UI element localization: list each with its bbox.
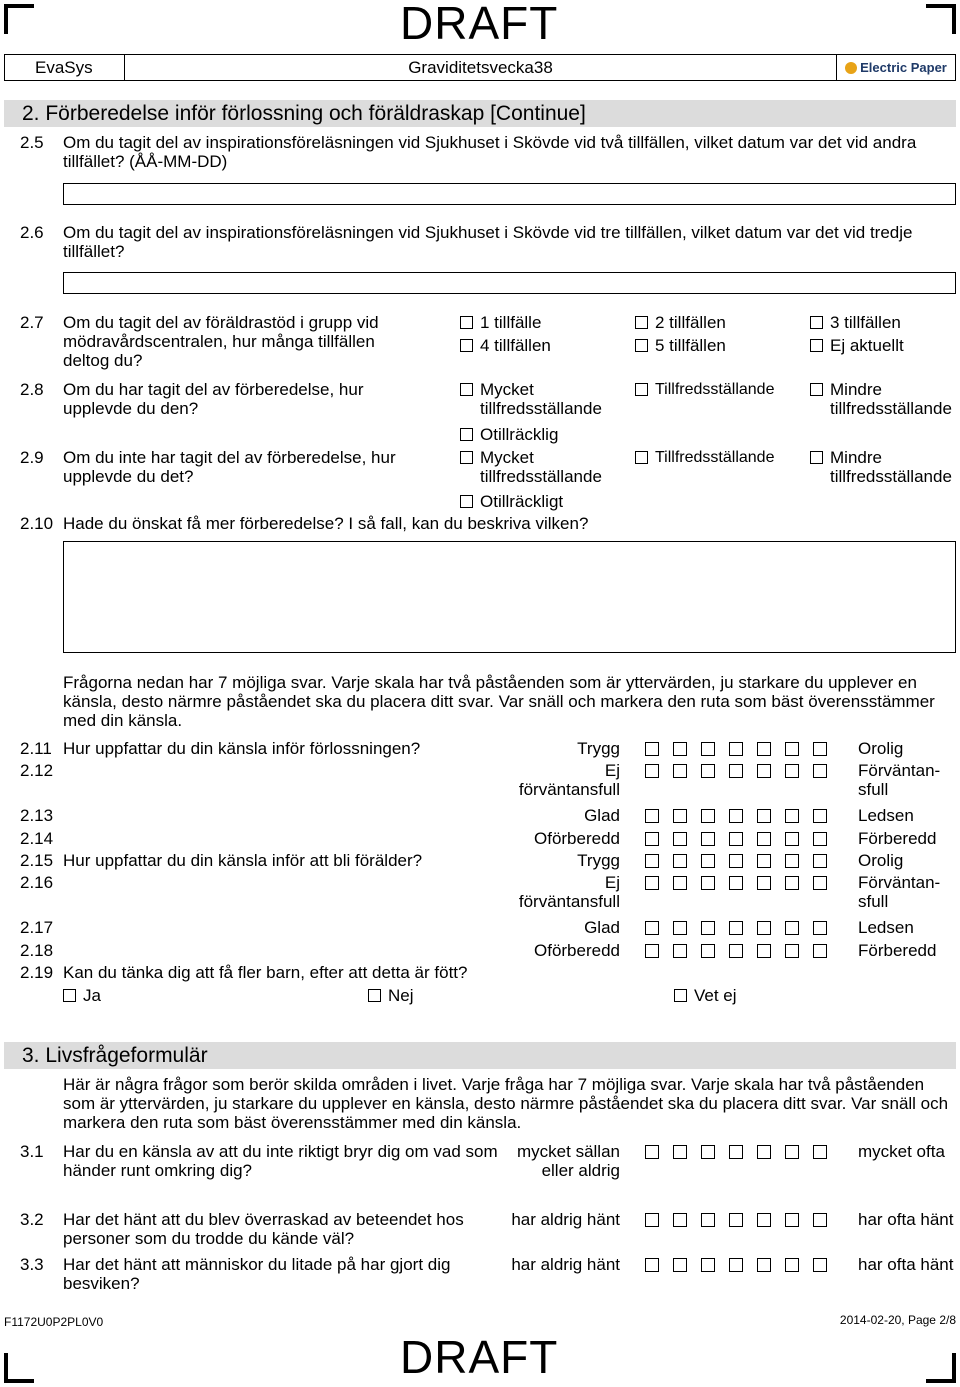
option-2-9-4[interactable]: Otillräckligt [460,492,563,511]
scale-checkbox[interactable] [757,876,771,890]
scale-left-label: Oförberedd [534,829,620,848]
scale-checkbox[interactable] [701,832,715,846]
footer-date-page: 2014-02-20, Page 2/8 [839,1313,956,1327]
question-text-2-6: Om du tagit del av inspirationsföreläsningen vid Sjukhuset i Skövde vid tre tillfällen, vilket datum var det vid tredje tillfället? [63,223,913,261]
scale-checkbox[interactable] [785,921,799,935]
scale-checkbox[interactable] [729,832,743,846]
question-text: Har det hänt att du blev överraskad av beteendet hos personer som du trodde du kände väl? [63,1210,464,1248]
scale-right-label: mycket ofta [858,1142,945,1161]
scale-checkbox[interactable] [729,921,743,935]
question-text: Har det hänt att människor du litade på har gjort dig besviken? [63,1255,451,1293]
scale-checkbox[interactable] [729,742,743,756]
question-number: 2.12 [20,761,54,780]
scale-right-label: Ledsen [858,806,914,825]
question-text-2-19: Kan du tänka dig att få fler barn, efter att detta är fött? [63,963,468,982]
scale-checkbox[interactable] [729,944,743,958]
scale-right-label: har ofta hänt [858,1255,954,1274]
scale-checkbox-group [645,854,841,868]
scale-checkbox[interactable] [645,944,659,958]
scale-checkbox[interactable] [757,944,771,958]
scale-checkbox[interactable] [757,1258,771,1272]
scale-checkbox-group [645,1213,841,1227]
scale-checkbox[interactable] [757,742,771,756]
scale-checkbox[interactable] [673,832,687,846]
scale-checkbox-group [645,809,841,823]
question-text-2-10: Hade du önskat få mer förberedelse? I så fall, kan du beskriva vilken? [63,514,589,533]
scale-checkbox-group [645,832,841,846]
scale-checkbox[interactable] [673,854,687,868]
question-number: 2.7 [20,313,44,332]
corner-mark-top-right [926,4,956,34]
scale-checkbox[interactable] [813,921,827,935]
scale-left-label: Glad [584,806,620,825]
scale-checkbox[interactable] [673,1213,687,1227]
scale-instructions: Frågorna nedan har 7 möjliga svar. Varje skala har två påståenden som är yttervärden, ju starkare du upplever en känsla, desto närmre påståendet ska du placera ditt svar. Var snäll och markera den ruta som bäst överensstämmer med din känsla. [63,673,935,730]
checkbox[interactable] [810,339,823,352]
scale-checkbox[interactable] [673,1145,687,1159]
option-2-7-5[interactable]: 5 tillfällen [635,336,726,355]
date-input-2-6[interactable] [63,272,956,294]
scale-right-label: har ofta hänt [858,1210,954,1229]
scale-checkbox[interactable] [813,1145,827,1159]
scale-checkbox[interactable] [701,1213,715,1227]
question-number: 2.19 [20,963,54,982]
scale-checkbox[interactable] [645,1213,659,1227]
checkbox[interactable] [460,428,473,441]
scale-checkbox[interactable] [673,921,687,935]
checkbox[interactable] [810,316,823,329]
section-3-header [4,1042,956,1069]
option-2-19-nej[interactable]: Nej [368,986,414,1005]
scale-left-label: Glad [584,918,620,937]
question-number: 2.15 [20,851,54,870]
question-text: Hur uppfattar du din känsla inför förlossningen? [63,739,421,758]
scale-checkbox[interactable] [813,1258,827,1272]
scale-checkbox[interactable] [701,809,715,823]
scale-checkbox[interactable] [813,742,827,756]
checkbox[interactable] [635,383,648,396]
scale-checkbox[interactable] [757,1213,771,1227]
scale-checkbox[interactable] [701,764,715,778]
scale-checkbox[interactable] [785,1213,799,1227]
question-number: 3.3 [20,1255,44,1274]
checkbox[interactable] [460,451,473,464]
scale-checkbox[interactable] [785,764,799,778]
scale-checkbox[interactable] [701,854,715,868]
option-2-8-4[interactable]: Otillräcklig [460,425,558,444]
question-number: 2.17 [20,918,54,937]
scale-checkbox-group [645,764,841,778]
scale-right-label: Förberedd [858,829,937,848]
question-number: 2.9 [20,448,44,467]
header-brand-logo: Electric Paper [837,55,955,80]
section-3-instructions: Här är några frågor som berör skilda områden i livet. Varje fråga har 7 möjliga svar. Varje skala har två påståenden som är yttervärden, ju starkare du upplever en känsla, desto närmre påståendet ska du placera ditt svar. Var snäll och markera den ruta som bäst överensstämmer med din känsla. [63,1075,949,1132]
option-2-9-2[interactable]: Tillfredsställande [635,448,774,467]
scale-checkbox[interactable] [813,854,827,868]
scale-right-label: Förväntan-sfull [858,761,941,799]
scale-checkbox[interactable] [729,809,743,823]
scale-checkbox[interactable] [757,809,771,823]
question-number: 2.11 [20,739,52,758]
scale-checkbox[interactable] [729,764,743,778]
scale-checkbox[interactable] [673,742,687,756]
question-number: 2.10 [20,514,54,533]
checkbox[interactable] [635,316,648,329]
scale-right-label: Orolig [858,851,904,870]
question-text: Hur uppfattar du din känsla inför att bli förälder? [63,851,423,870]
checkbox[interactable] [460,495,473,508]
question-number: 2.5 [20,133,44,152]
scale-checkbox[interactable] [813,809,827,823]
scale-checkbox[interactable] [757,921,771,935]
scale-right-label: Förväntan-sfull [858,873,941,911]
scale-checkbox[interactable] [701,1258,715,1272]
option-2-19-ja[interactable]: Ja [63,986,101,1005]
scale-checkbox[interactable] [757,1145,771,1159]
scale-checkbox[interactable] [673,809,687,823]
scale-checkbox[interactable] [813,832,827,846]
scale-checkbox[interactable] [645,854,659,868]
scale-checkbox[interactable] [645,832,659,846]
scale-left-label: har aldrig hänt [511,1210,620,1229]
scale-left-label: Trygg [577,851,620,870]
scale-checkbox-group [645,876,841,890]
scale-checkbox[interactable] [673,764,687,778]
option-2-8-3[interactable]: Mindre tillfredsställande [810,380,955,418]
checkbox[interactable] [635,339,648,352]
brand-logo-icon [845,62,857,74]
option-2-8-2[interactable]: Tillfredsställande [635,380,774,399]
scale-checkbox-group [645,1258,841,1272]
option-2-7-6[interactable]: Ej aktuellt [810,336,904,355]
corner-mark-bottom-left [4,1353,34,1383]
scale-checkbox-group [645,944,841,958]
scale-checkbox[interactable] [785,809,799,823]
scale-left-label: mycket sällan eller aldrig [517,1142,620,1180]
scale-checkbox[interactable] [757,764,771,778]
question-number: 2.16 [20,873,54,892]
scale-checkbox[interactable] [701,742,715,756]
scale-checkbox[interactable] [785,876,799,890]
draft-watermark-top: DRAFT [400,0,559,49]
question-text: Har du en känsla av att du inte riktigt bryr dig om vad som händer runt omkring dig? [63,1142,498,1180]
scale-checkbox[interactable] [813,944,827,958]
scale-checkbox[interactable] [785,944,799,958]
scale-checkbox[interactable] [729,854,743,868]
scale-checkbox[interactable] [645,1258,659,1272]
checkbox[interactable] [810,451,823,464]
question-number: 2.14 [20,829,54,848]
scale-checkbox-group [645,1145,841,1159]
question-number: 2.13 [20,806,54,825]
scale-checkbox[interactable] [757,832,771,846]
section-3-title: 3. Livsfrågeformulär [22,1044,208,1067]
scale-checkbox[interactable] [785,742,799,756]
option-2-7-1[interactable]: 1 tillfälle [460,313,541,332]
scale-checkbox[interactable] [645,1145,659,1159]
scale-checkbox[interactable] [785,832,799,846]
question-text-2-7: Om du tagit del av föräldrastöd i grupp vid mödravårdscentralen, hur många tillfällen deltog du? [63,313,379,370]
checkbox[interactable] [460,339,473,352]
scale-right-label: Orolig [858,739,904,758]
scale-checkbox[interactable] [645,764,659,778]
question-text-2-5: Om du tagit del av inspirationsföreläsningen vid Sjukhuset i Skövde vid två tillfällen, vilket datum var det vid andra tillfället? (ÅÅ-MM-DD) [63,133,917,171]
scale-checkbox-group [645,921,841,935]
scale-checkbox[interactable] [701,944,715,958]
scale-checkbox[interactable] [673,1258,687,1272]
scale-left-label: Oförberedd [534,941,620,960]
checkbox[interactable] [460,383,473,396]
checkbox[interactable] [635,451,648,464]
checkbox[interactable] [368,989,381,1002]
question-number: 3.1 [20,1142,44,1161]
question-text-2-8: Om du har tagit del av förberedelse, hur upplevde du den? [63,380,364,418]
scale-left-label: Ej förväntansfull [518,761,620,799]
question-number: 2.6 [20,223,44,242]
scale-checkbox[interactable] [645,742,659,756]
checkbox[interactable] [810,383,823,396]
scale-checkbox[interactable] [673,876,687,890]
scale-right-label: Ledsen [858,918,914,937]
scale-checkbox[interactable] [729,1258,743,1272]
corner-mark-top-left [4,4,34,34]
scale-checkbox[interactable] [785,1145,799,1159]
page-header [4,54,956,81]
scale-checkbox[interactable] [813,764,827,778]
scale-checkbox[interactable] [701,921,715,935]
draft-watermark-bottom: DRAFT [400,1331,559,1383]
scale-checkbox[interactable] [673,944,687,958]
scale-checkbox[interactable] [729,1213,743,1227]
section-2-header [4,100,956,127]
scale-checkbox[interactable] [757,854,771,868]
scale-checkbox[interactable] [813,876,827,890]
scale-checkbox[interactable] [645,876,659,890]
section-2-title: 2. Förberedelse inför förlossning och föräldraskap [Continue] [22,102,586,125]
scale-left-label: Ej förväntansfull [518,873,620,911]
question-text-2-9: Om du inte har tagit del av förberedelse, hur upplevde du det? [63,448,396,486]
header-app-name: EvaSys [5,55,125,80]
option-2-7-4[interactable]: 4 tillfällen [460,336,551,355]
question-number: 3.2 [20,1210,44,1229]
footer-form-code: F1172U0P2PL0V0 [4,1315,104,1329]
checkbox[interactable] [63,989,76,1002]
option-2-9-3[interactable]: Mindre tillfredsställande [810,448,955,486]
scale-left-label: har aldrig hänt [511,1255,620,1274]
scale-checkbox[interactable] [785,854,799,868]
scale-checkbox-group [645,742,841,756]
scale-checkbox[interactable] [729,876,743,890]
checkbox[interactable] [674,989,687,1002]
checkbox[interactable] [460,316,473,329]
scale-checkbox[interactable] [729,1145,743,1159]
option-2-7-2[interactable]: 2 tillfällen [635,313,726,332]
option-2-19-vet-ej[interactable]: Vet ej [674,986,737,1005]
scale-right-label: Förberedd [858,941,937,960]
question-number: 2.8 [20,380,44,399]
scale-checkbox[interactable] [645,809,659,823]
option-2-7-3[interactable]: 3 tillfällen [810,313,901,332]
textarea-2-10[interactable] [63,541,956,653]
corner-mark-bottom-right [926,1353,956,1383]
date-input-2-5[interactable] [63,183,956,205]
scale-checkbox[interactable] [701,876,715,890]
scale-checkbox[interactable] [785,1258,799,1272]
header-survey-title: Graviditetsvecka38 [125,55,837,80]
scale-checkbox[interactable] [813,1213,827,1227]
scale-checkbox[interactable] [701,1145,715,1159]
scale-checkbox[interactable] [645,921,659,935]
option-2-9-1[interactable]: Mycket tillfredsställande [460,448,620,486]
scale-left-label: Trygg [577,739,620,758]
question-number: 2.18 [20,941,54,960]
option-2-8-1[interactable]: Mycket tillfredsställande [460,380,620,418]
